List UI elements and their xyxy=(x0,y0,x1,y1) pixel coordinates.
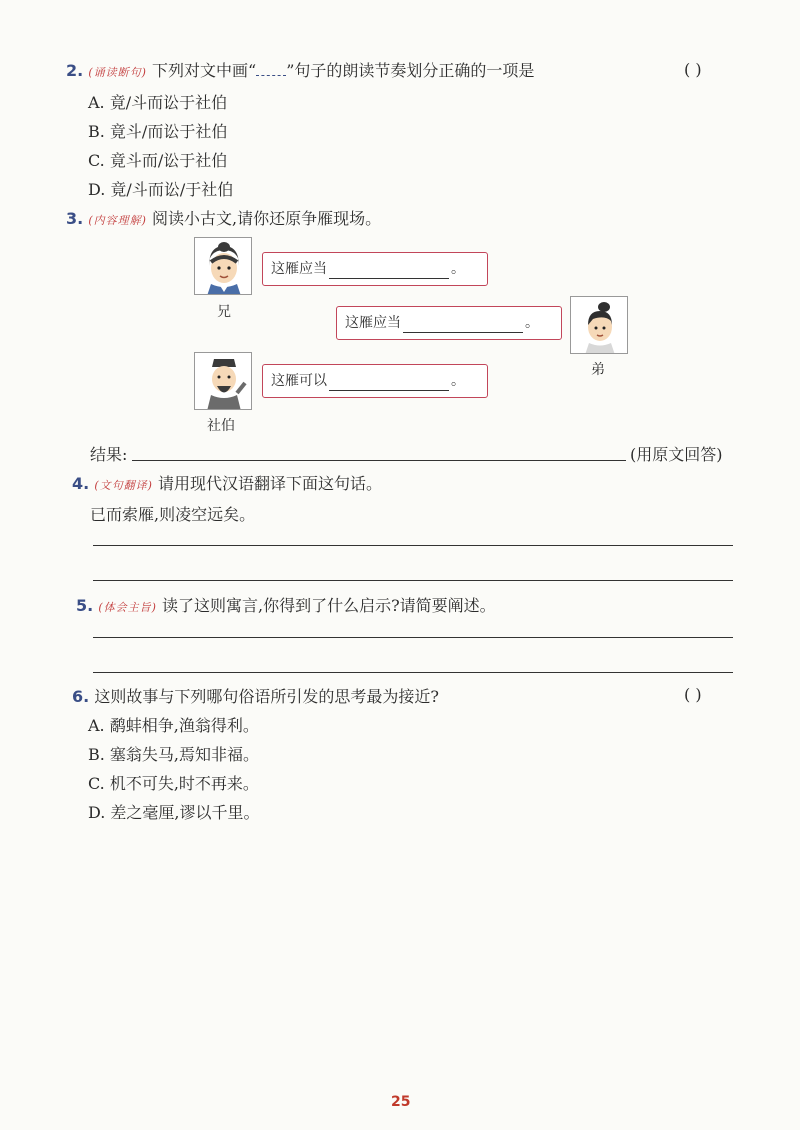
q6-option-b[interactable]: B. 塞翁失马,焉知非福。 xyxy=(88,745,260,764)
wavy-underline-blank xyxy=(256,63,286,76)
q4 xyxy=(72,471,382,494)
q3-text: 阅读小古文,请你还原争雁现场。 xyxy=(152,209,382,228)
q4-answer-line-2[interactable] xyxy=(93,580,733,581)
sheba-face-icon xyxy=(195,353,252,410)
q5-text: 读了这则寓言,你得到了什么启示?请简要阐述。 xyxy=(162,596,496,615)
q6-option-c[interactable]: C. 机不可失,时不再来。 xyxy=(88,774,259,793)
result-label: 结果: xyxy=(90,445,128,464)
q2-option-c[interactable]: C. 竟斗而/讼于社伯 xyxy=(88,151,228,170)
q3-number: 3. xyxy=(66,209,84,228)
younger-answer-blank[interactable] xyxy=(403,314,523,333)
bubble-younger xyxy=(336,306,562,340)
bubble-sheba-period: 。 xyxy=(451,373,465,389)
bubble-brother-period: 。 xyxy=(451,261,465,277)
q2-option-b[interactable]: B. 竟斗/而讼于社伯 xyxy=(88,122,228,141)
q5-number: 5. xyxy=(76,596,94,615)
q4-tag: (文句翻译) xyxy=(94,479,153,492)
q3-tag: (内容理解) xyxy=(88,214,147,227)
q2-option-a[interactable]: A. 竟/斗而讼于社伯 xyxy=(88,93,228,112)
q5-tag: (体会主旨) xyxy=(98,601,157,614)
q5-answer-line-2[interactable] xyxy=(93,672,733,673)
q6-option-a[interactable]: A. 鹬蚌相争,渔翁得利。 xyxy=(88,716,259,735)
bubble-younger-text: 这雁应当 xyxy=(345,315,401,331)
q2 xyxy=(66,58,534,81)
q4-number: 4. xyxy=(72,474,90,493)
q4-sentence: 已而索雁,则凌空远矣。 xyxy=(90,505,256,524)
q2-option-d[interactable]: D. 竟/斗而讼/于社伯 xyxy=(88,180,234,199)
bubble-sheba xyxy=(262,364,488,398)
younger-brother-portrait xyxy=(570,296,628,354)
page-number: 25 xyxy=(391,1094,411,1110)
result-answer-line[interactable] xyxy=(132,460,626,461)
q5 xyxy=(76,593,496,616)
label-brother: 兄 xyxy=(217,304,231,320)
label-younger: 弟 xyxy=(591,362,605,378)
q4-answer-line-1[interactable] xyxy=(93,545,733,546)
brother-portrait xyxy=(194,237,252,295)
sheba-portrait xyxy=(194,352,252,410)
q6-text: 这则故事与下列哪句俗语所引发的思考最为接近? xyxy=(94,687,439,706)
label-sheba: 社伯 xyxy=(207,418,235,434)
q2-text-before: 下列对文中画“ xyxy=(152,61,257,80)
result-note: (用原文回答) xyxy=(630,445,723,464)
brother-face-icon xyxy=(195,238,252,295)
sheba-answer-blank[interactable] xyxy=(329,372,449,391)
q2-answer-paren[interactable]: ( ) xyxy=(684,60,702,79)
bubble-brother xyxy=(262,252,488,286)
q6-option-d[interactable]: D. 差之毫厘,谬以千里。 xyxy=(88,803,260,822)
bubble-younger-period: 。 xyxy=(525,315,539,331)
q2-number: 2. xyxy=(66,61,84,80)
q2-tag: (诵读断句) xyxy=(88,66,147,79)
bubble-brother-text: 这雁应当 xyxy=(271,261,327,277)
younger-face-icon xyxy=(571,297,628,354)
q3 xyxy=(66,206,381,229)
bubble-sheba-text: 这雁可以 xyxy=(271,373,327,389)
q5-answer-line-1[interactable] xyxy=(93,637,733,638)
q6-answer-paren[interactable]: ( ) xyxy=(684,685,702,704)
q2-text-after: ”句子的朗读节奏划分正确的一项是 xyxy=(286,61,535,80)
q6-number: 6. xyxy=(72,687,90,706)
brother-answer-blank[interactable] xyxy=(329,260,449,279)
q6 xyxy=(72,684,439,707)
q4-text: 请用现代汉语翻译下面这句话。 xyxy=(158,474,383,493)
